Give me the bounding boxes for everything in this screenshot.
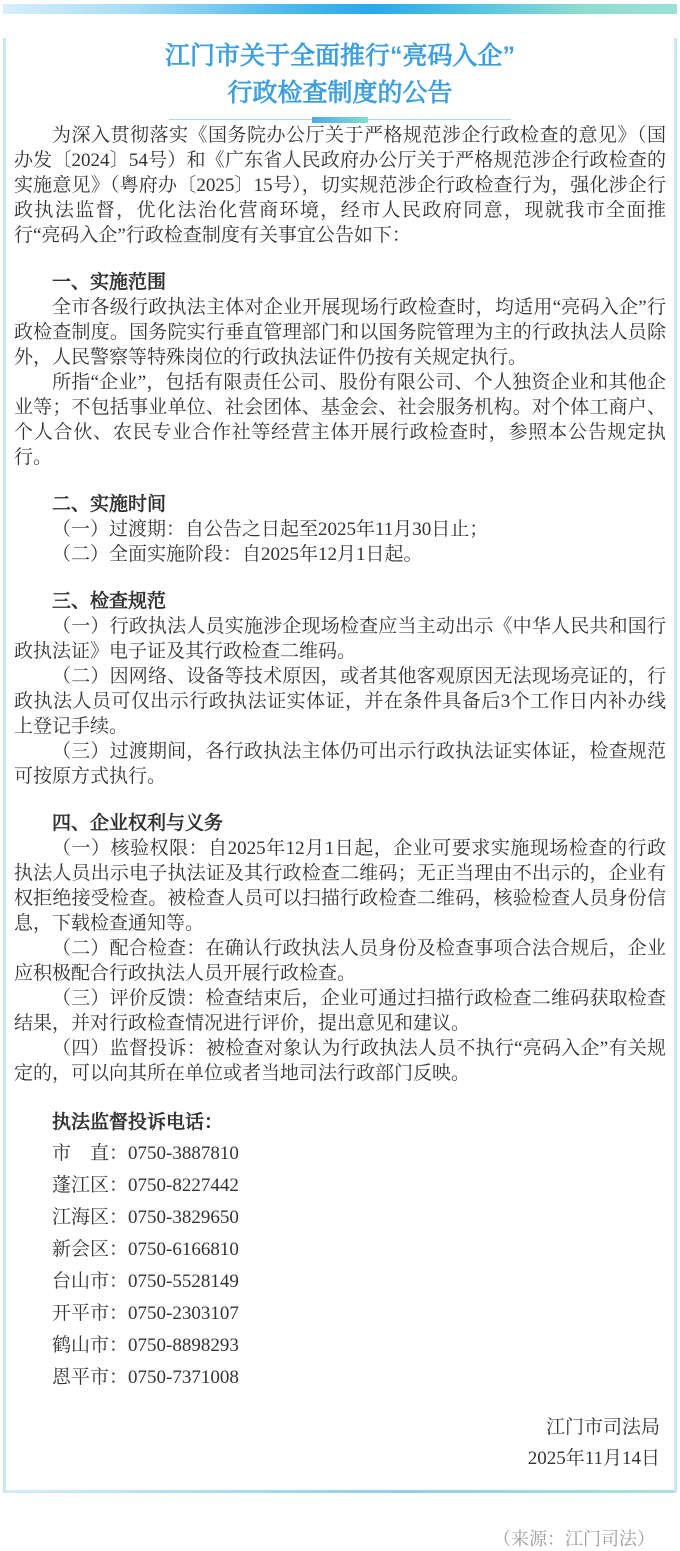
title-underline xyxy=(169,117,511,123)
notice-title-line-2: 行政检查制度的公告 xyxy=(227,79,453,107)
section-implementation-time xyxy=(14,492,666,567)
hotline-phone: 0750-3887810 xyxy=(128,1143,239,1164)
card-bottom-border xyxy=(6,1490,674,1493)
section-implementation-scope xyxy=(14,270,666,470)
hotline-row xyxy=(14,1170,666,1202)
title-underline-gradient-segment xyxy=(312,117,368,123)
notice-body xyxy=(14,123,666,1474)
paragraph: （一）行政执法人员实施涉企现场检查应当主动出示《中华人民共和国行政执法证》电子证及其行政检查二维码。 xyxy=(14,616,666,662)
source-note: （来源：江门司法） xyxy=(493,1529,655,1549)
section-inspection-rules xyxy=(14,589,666,789)
paragraph: （一）过渡期：自公告之日起至2025年11月30日止； xyxy=(52,519,489,540)
hotline-row xyxy=(14,1138,666,1170)
notice-title xyxy=(24,38,656,112)
signature-date: 2025年11月14日 xyxy=(527,1448,660,1469)
hotline-colon: ： xyxy=(109,1367,129,1388)
hotline-region: 台山市 xyxy=(52,1271,110,1292)
section-heading: 二、实施时间 xyxy=(52,494,167,515)
paragraph: （二）配合检查：在确认行政执法人员身份及检查事项合法合规后，企业应积极配合行政执法人员开展行政检查。 xyxy=(14,938,666,984)
notice-card xyxy=(3,38,677,1493)
hotline-colon: ： xyxy=(109,1207,129,1228)
hotline-row xyxy=(14,1330,666,1362)
section-heading: 一、实施范围 xyxy=(52,272,167,293)
section-enterprise-rights xyxy=(14,811,666,1086)
paragraph: 所指“企业”，包括有限责任公司、股份有限公司、个人独资企业和其他企业等；不包括事业单位、社会团体、基金会、社会服务机构。对个体工商户、个人合伙、农民专业合作社等经营主体开展行政检查时，参照本公告规定执行。 xyxy=(14,372,666,468)
hotline-colon: ： xyxy=(109,1335,129,1356)
section-heading: 三、检查规范 xyxy=(52,591,167,612)
hotline-colon: ： xyxy=(109,1239,129,1260)
paragraph: （一）核验权限：自2025年12月1日起，企业可要求实施现场检查的行政执法人员出示电子执法证及其行政检查二维码；无正当理由不出示的，企业有权拒绝接受检查。被检查人员可以扫描行政检查二维码，核验检查人员身份信息，下载检查通知等。 xyxy=(14,838,666,934)
hotline-phone: 0750-8898293 xyxy=(128,1335,239,1356)
notice-title-line-1: 江门市关于全面推行“亮码入企” xyxy=(164,42,515,70)
hotline-phone: 0750-3829650 xyxy=(128,1207,239,1228)
hotline-phone: 0750-6166810 xyxy=(128,1239,239,1260)
hotline-colon: ： xyxy=(109,1271,129,1292)
signature-block xyxy=(14,1412,666,1474)
hotline-block xyxy=(14,1108,666,1394)
paragraph: （二）全面实施阶段：自2025年12月1日起。 xyxy=(52,544,423,565)
hotline-colon: ： xyxy=(109,1143,129,1164)
paragraph: 全市各级行政执法主体对企业开展现场行政检查时，均适用“亮码入企”行政检查制度。国务院实行垂直管理部门和以国务院管理为主的行政执法人员除外，人民警察等特殊岗位的行政执法证件仍按有关规定执行。 xyxy=(14,297,666,368)
hotline-row xyxy=(14,1234,666,1266)
signature-agency: 江门市司法局 xyxy=(545,1417,660,1438)
hotline-row xyxy=(14,1266,666,1298)
paragraph: （四）监督投诉：被检查对象认为行政执法人员不执行“亮码入企”有关规定的，可以向其所在单位或者当地司法行政部门反映。 xyxy=(14,1038,666,1084)
hotline-region: 开平市 xyxy=(52,1303,110,1324)
hotline-region: 鹤山市 xyxy=(52,1335,110,1356)
hotline-region: 市 直 xyxy=(52,1143,110,1164)
section-heading: 四、企业权利与义务 xyxy=(52,813,224,834)
hotline-heading: 执法监督投诉电话： xyxy=(52,1112,224,1133)
hotline-phone: 0750-7371008 xyxy=(128,1367,239,1388)
hotline-region: 新会区 xyxy=(52,1239,110,1260)
hotline-colon: ： xyxy=(109,1175,129,1196)
paragraph: （三）评价反馈：检查结束后，企业可通过扫描行政检查二维码获取检查结果，并对行政检查情况进行评价，提出意见和建议。 xyxy=(14,988,666,1034)
hotline-row xyxy=(14,1298,666,1330)
hotline-row xyxy=(14,1362,666,1394)
paragraph: （三）过渡期间，各行政执法主体仍可出示行政执法证实体证，检查规范可按原方式执行。 xyxy=(14,741,666,787)
hotline-colon: ： xyxy=(109,1303,129,1324)
hotline-region: 蓬江区 xyxy=(52,1175,110,1196)
hotline-region: 恩平市 xyxy=(52,1367,110,1388)
intro-paragraph: 为深入贯彻落实《国务院办公厅关于严格规范涉企行政检查的意见》（国办发〔2024〕54号）和《广东省人民政府办公厅关于严格规范涉企行政检查的实施意见》（粤府办〔2025〕15号），切实规范涉企行政检查行为，强化涉企行政执法监督，优化法治化营商环境，经市人民政府同意，现就我市全面推行“亮码入企”行政检查制度有关事宜公告如下： xyxy=(14,125,666,246)
hotline-phone: 0750-8227442 xyxy=(128,1175,239,1196)
hotline-phone: 0750-5528149 xyxy=(128,1271,239,1292)
hotline-row xyxy=(14,1202,666,1234)
hotline-region: 江海区 xyxy=(52,1207,110,1228)
page xyxy=(0,4,680,1549)
paragraph: （二）因网络、设备等技术原因，或者其他客观原因无法现场亮证的，行政执法人员可仅出示行政执法证实体证，并在条件具备后3个工作日内补办线上登记手续。 xyxy=(14,666,666,737)
top-gradient-bar xyxy=(3,4,677,14)
hotline-phone: 0750-2303107 xyxy=(128,1303,239,1324)
